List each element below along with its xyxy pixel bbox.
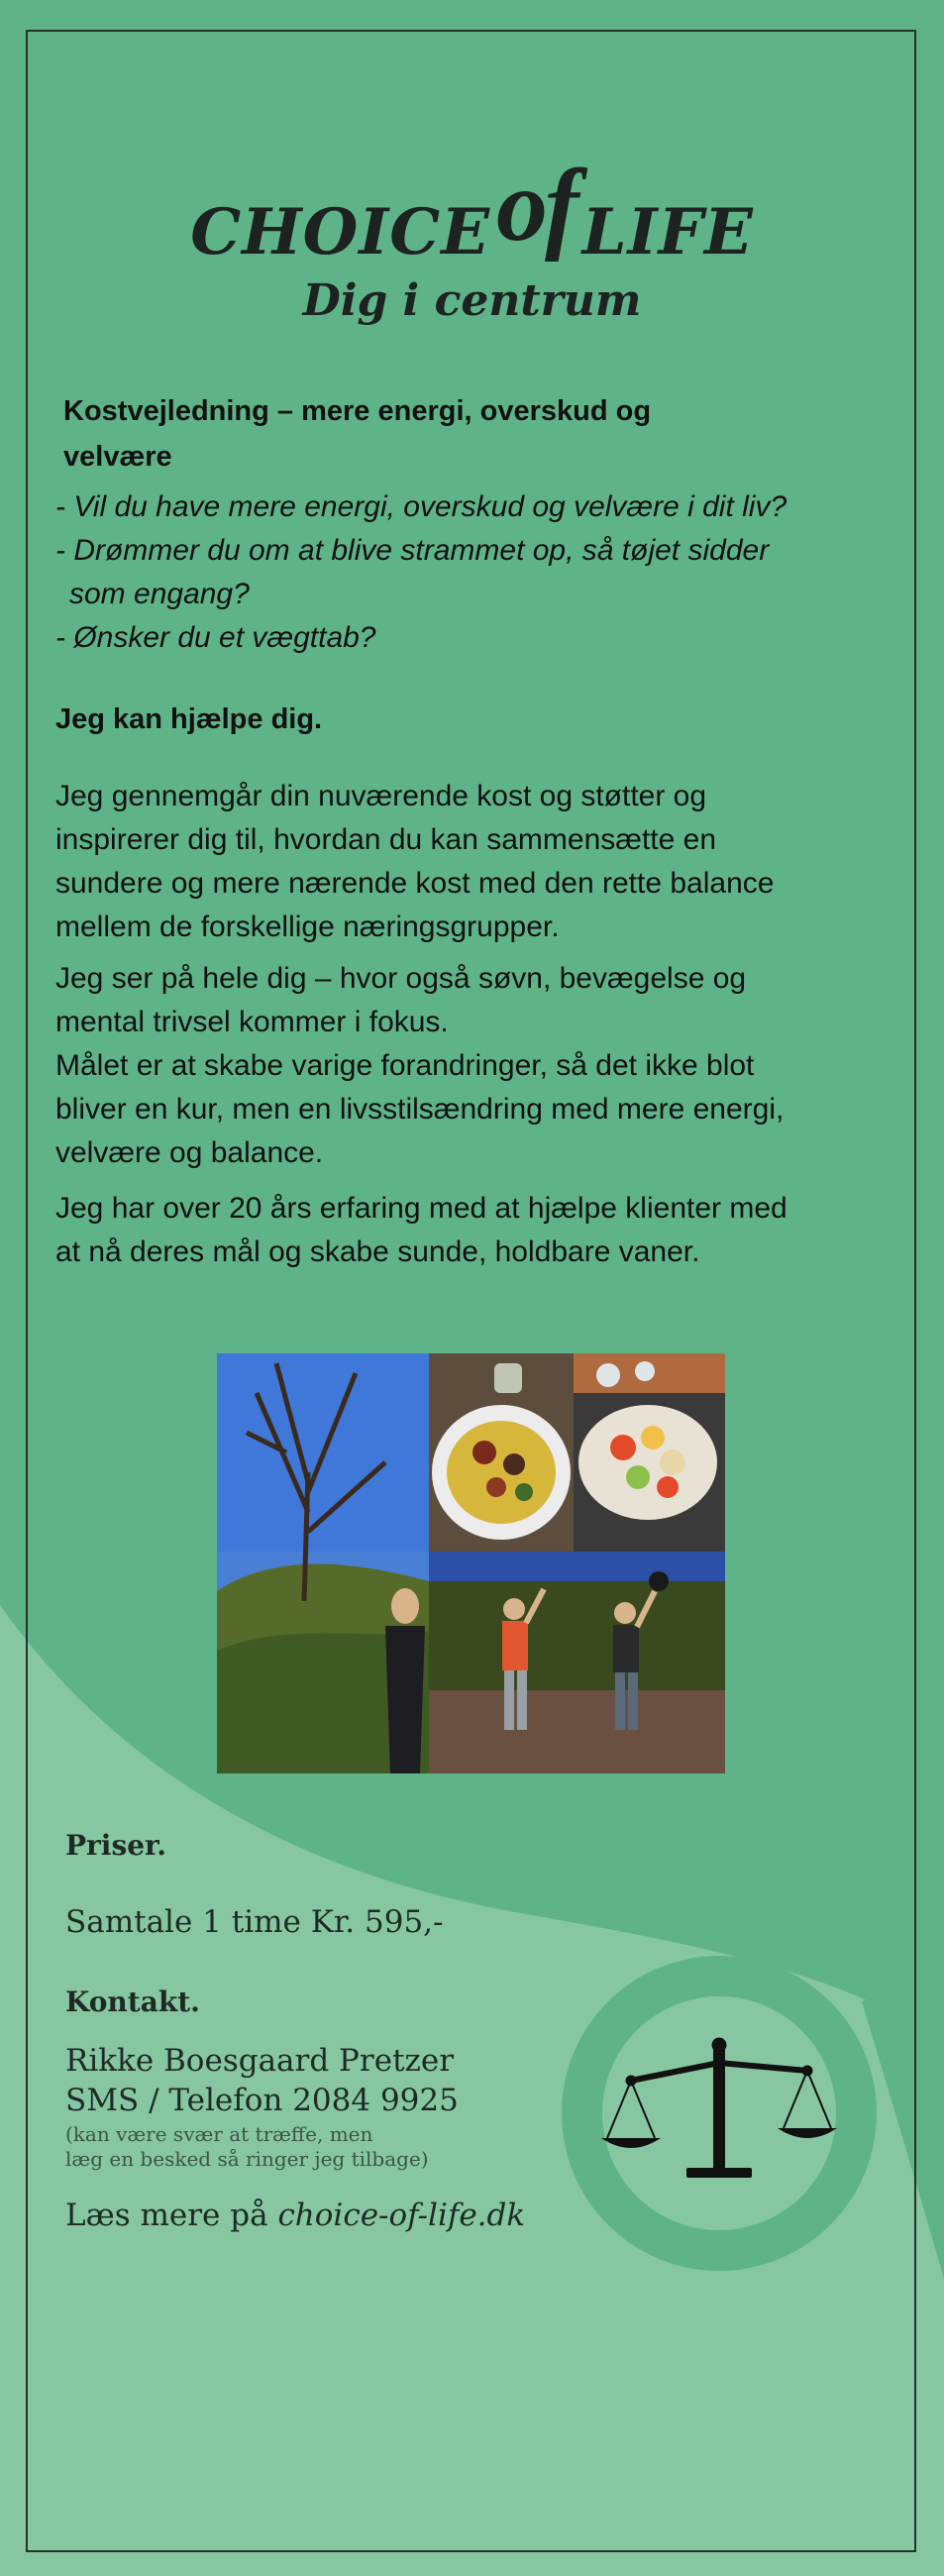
question-list <box>55 485 907 660</box>
text-line: bliver en kur, men en livsstilsændring med mere energi, <box>55 1093 785 1126</box>
paragraph-diet <box>55 775 907 949</box>
contact-name: Rikke Boesgaard Pretzer <box>65 2043 455 2079</box>
contact-heading: Kontakt. <box>65 1986 200 2018</box>
photo-collage <box>217 1353 725 1773</box>
note-line: læg en besked så ringer jeg tilbage) <box>65 2147 429 2171</box>
text-line: Jeg har over 20 års erfaring med at hjælpe klienter med <box>55 1192 787 1225</box>
photo-tree-person <box>217 1353 429 1773</box>
paragraph-holistic <box>55 957 907 1175</box>
list-item: - Drømmer du om at blive strammet op, så tøjet sidder <box>55 534 770 567</box>
website-link[interactable]: choice-of-life.dk <box>277 2198 526 2233</box>
logo-word-of: of <box>496 149 577 263</box>
list-item: - Vil du have mere energi, overskud og velvære i dit liv? <box>55 490 787 523</box>
read-more-text: Læs mere på <box>65 2198 278 2233</box>
photo-workout <box>429 1552 725 1773</box>
photo-fruit-bowl <box>574 1353 725 1552</box>
contact-phone[interactable]: SMS / Telefon 2084 9925 <box>65 2083 459 2118</box>
list-item: - Ønsker du et vægttab? <box>55 621 376 654</box>
logo-word-choice: CHOICE <box>190 195 490 269</box>
text-line: sundere og mere nærende kost med den rette balance <box>55 867 775 900</box>
help-statement: Jeg kan hjælpe dig. <box>55 703 323 735</box>
text-line: Jeg ser på hele dig – hvor også søvn, bevægelse og <box>55 962 747 995</box>
text-line: Jeg gennemgår din nuværende kost og støtter og <box>55 780 707 812</box>
contact-note <box>65 2122 429 2172</box>
logo-word-life: LIFE <box>581 195 754 269</box>
list-item: som engang? <box>69 578 250 610</box>
heading-line: velvære <box>63 441 172 473</box>
scale-emblem <box>562 1956 877 2271</box>
page-heading <box>63 388 757 480</box>
photo-meal-plate <box>429 1353 574 1552</box>
text-line: inspirerer dig til, hvordan du kan sammensætte en <box>55 823 717 856</box>
note-line: (kan være svær at træffe, men <box>65 2122 373 2146</box>
prices-heading: Priser. <box>65 1829 166 1862</box>
text-line: Målet er at skabe varige forandringer, så det ikke blot <box>55 1049 755 1082</box>
paragraph-experience <box>55 1187 907 1274</box>
text-line: at nå deres mål og skabe sunde, holdbare vaner. <box>55 1235 700 1268</box>
text-line: mental trivsel kommer i fokus. <box>55 1006 449 1038</box>
read-more <box>65 2198 525 2233</box>
price-item: Samtale 1 time Kr. 595,- <box>65 1904 444 1940</box>
text-line: velvære og balance. <box>55 1136 324 1169</box>
logo-tagline: Dig i centrum <box>302 275 642 326</box>
logo <box>0 149 944 271</box>
text-line: mellem de forskellige næringsgrupper. <box>55 911 560 943</box>
heading-line: Kostvejledning – mere energi, overskud og <box>63 395 652 427</box>
